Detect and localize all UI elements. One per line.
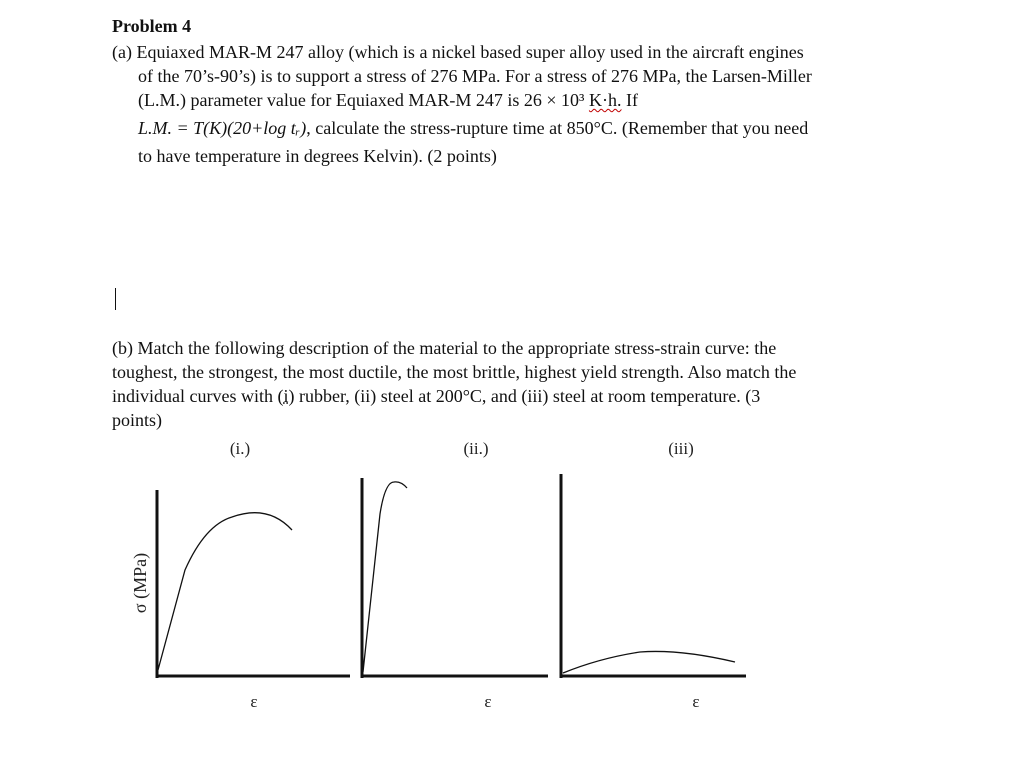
panel-iii: [560, 474, 746, 678]
x-axis-label-ii: ε: [484, 692, 492, 711]
part-a-line-4: [112, 112, 932, 144]
panel-i-curve: [158, 513, 292, 670]
part-a-line-1: (a) Equiaxed MAR-M 247 alloy (which is a nickel based super alloy used in the aircraft engines: [112, 42, 804, 62]
if-text: If: [625, 90, 638, 110]
y-axis-label: σ (MPa): [130, 552, 150, 614]
part-a-line-4-text: , calculate the stress-rupture time at 850°C. (Remember that you need: [306, 118, 809, 138]
x-axis-label-iii: ε: [692, 692, 700, 711]
part-b-line-3: [112, 384, 932, 408]
part-b-line-4: points): [112, 410, 163, 430]
panel-label-ii: (ii.): [463, 439, 489, 458]
part-a-line-3: [112, 88, 932, 112]
panel-ii: [361, 478, 548, 678]
part-b-line-3-post: ) rubber, (ii) steel at 200°C, and (iii) steel at room temperature. (3: [288, 386, 761, 406]
x-axis-label-i: ε: [250, 692, 258, 711]
part-b-paragraph: [112, 336, 932, 432]
part-a-line-5: to have temperature in degrees Kelvin). (2 points): [138, 146, 497, 166]
stress-strain-figure: [0, 430, 1024, 730]
part-b-line-3-i: i: [283, 386, 289, 406]
panel-ii-curve: [363, 482, 407, 672]
panel-label-iii: (iii): [668, 439, 694, 458]
panel-iii-curve: [563, 651, 735, 673]
problem-title: Problem 4: [112, 16, 192, 36]
units-text: K·h.: [588, 90, 622, 110]
part-b-line-3-pre: individual curves with (: [112, 386, 284, 406]
part-b-line-1: (b) Match the following description of the material to the appropriate stress-strain curve: the: [112, 338, 777, 358]
part-b-line-2: toughest, the strongest, the most ductile, the most brittle, highest yield strength. Also match the: [112, 362, 797, 382]
larsen-miller-formula: L.M. = T(K)(20+log tᵣ): [138, 118, 307, 138]
part-a-line-2: of the 70’s-90’s) is to support a stress of 276 MPa. For a stress of 276 MPa, the Larsen-Miller: [138, 66, 812, 86]
panel-label-i: (i.): [229, 439, 251, 458]
panel-i: [156, 490, 350, 678]
part-a-paragraph: [112, 40, 932, 168]
part-a-line-3-text: (L.M.) parameter value for Equiaxed MAR-M 247 is 26 × 10³: [138, 90, 585, 110]
text-cursor: [115, 288, 116, 310]
problem-document: [112, 14, 932, 168]
